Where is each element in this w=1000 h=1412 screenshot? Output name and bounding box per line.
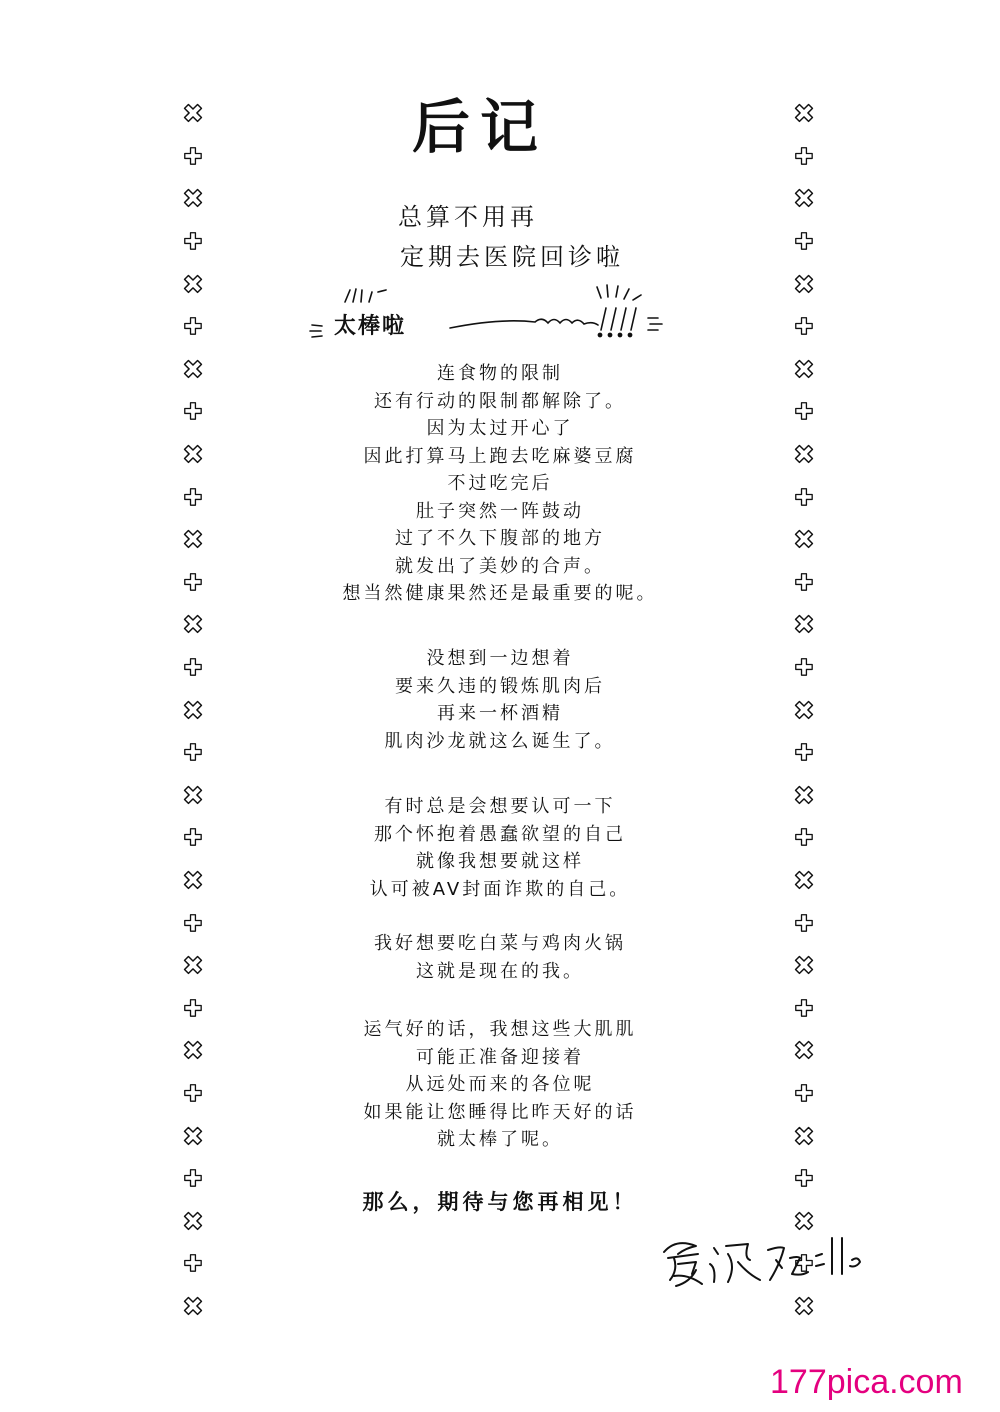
paragraph-line: 不过吃完后	[447, 473, 553, 494]
paragraph-line: 还有行动的限制都解除了。	[374, 390, 626, 412]
paragraph-2	[260, 645, 740, 755]
cross-x-icon	[175, 177, 211, 220]
cross-x-icon	[786, 688, 822, 731]
cross-plus-icon	[786, 135, 822, 178]
left-border-decoration	[175, 92, 211, 1327]
paragraph-line: 过了不久下腹部的地方	[395, 528, 605, 549]
cross-x-icon	[175, 1029, 211, 1072]
cross-plus-icon	[786, 1072, 822, 1115]
cross-plus-icon	[175, 1157, 211, 1200]
cross-plus-icon	[175, 816, 211, 859]
watermark-text: 177pica.com	[770, 1363, 963, 1401]
cross-x-icon	[786, 92, 822, 135]
paragraph-line: 认可被AV封面诈欺的自己。	[369, 878, 631, 900]
cross-plus-icon	[175, 986, 211, 1029]
cross-x-icon	[786, 177, 822, 220]
handwritten-signature	[656, 1224, 886, 1290]
paragraph-line: 就发出了美妙的合声。	[395, 555, 605, 577]
cross-x-icon	[786, 262, 822, 305]
cross-plus-icon	[786, 305, 822, 348]
cross-x-icon	[786, 518, 822, 561]
cross-x-icon	[175, 518, 211, 561]
cross-plus-icon	[786, 220, 822, 263]
cross-x-icon	[175, 688, 211, 731]
cross-plus-icon	[786, 646, 822, 689]
cross-x-icon	[175, 944, 211, 987]
paragraph-line: 因此打算马上跑去吃麻婆豆腐	[363, 445, 637, 467]
cross-x-icon	[175, 603, 211, 646]
paragraph-line: 有时总是会想要认可一下	[384, 796, 616, 817]
cross-plus-icon	[786, 475, 822, 518]
paragraph-line: 因为太过开心了	[426, 418, 574, 439]
intro-line: 定期去医院回诊啦	[400, 243, 624, 271]
cross-x-icon	[786, 603, 822, 646]
cross-plus-icon	[175, 646, 211, 689]
paragraph-line: 就太棒了呢。	[437, 1129, 563, 1150]
cross-plus-icon	[786, 1157, 822, 1200]
cross-plus-icon	[175, 390, 211, 433]
cross-plus-icon	[786, 986, 822, 1029]
paragraph-line: 我好想要吃白菜与鸡肉火锅	[374, 933, 626, 954]
paragraph-4	[260, 930, 740, 985]
cross-x-icon	[175, 433, 211, 476]
cross-x-icon	[175, 262, 211, 305]
cross-x-icon	[175, 1199, 211, 1242]
cross-plus-icon	[175, 305, 211, 348]
cross-x-icon	[786, 1285, 822, 1328]
cross-plus-icon	[175, 731, 211, 774]
exclaim-text: 太棒啦	[334, 314, 407, 339]
cross-x-icon	[786, 859, 822, 902]
cross-x-icon	[786, 1114, 822, 1157]
cross-plus-icon	[175, 1072, 211, 1115]
cross-x-icon	[786, 348, 822, 391]
paragraph-line: 肌肉沙龙就这么诞生了。	[384, 730, 616, 752]
cross-x-icon	[786, 944, 822, 987]
paragraph-line: 那个怀抱着愚蠢欲望的自己	[374, 823, 626, 845]
paragraph-line: 没想到一边想着	[426, 648, 574, 669]
cross-x-icon	[175, 859, 211, 902]
closing-line: 那么，期待与您再相见！	[362, 1190, 638, 1214]
cross-plus-icon	[175, 901, 211, 944]
cross-plus-icon	[786, 901, 822, 944]
paragraph-line: 运气好的话，我想这些大肌肌	[363, 1019, 637, 1040]
paragraph-line: 从远处而来的各位呢	[405, 1074, 595, 1095]
paragraph-line: 如果能让您睡得比昨天好的话	[363, 1101, 637, 1123]
cross-plus-icon	[175, 135, 211, 178]
intro-line: 总算不用再	[398, 203, 538, 231]
paragraph-line: 肚子突然一阵鼓动	[416, 500, 584, 522]
cross-plus-icon	[786, 731, 822, 774]
cross-plus-icon	[786, 816, 822, 859]
cross-x-icon	[175, 348, 211, 391]
paragraph-line: 这就是现在的我。	[416, 960, 584, 982]
cross-x-icon	[175, 1114, 211, 1157]
cross-plus-icon	[175, 220, 211, 263]
cross-plus-icon	[175, 475, 211, 518]
paragraph-1	[260, 360, 740, 608]
cross-x-icon	[175, 774, 211, 817]
cross-plus-icon	[175, 1242, 211, 1285]
cross-x-icon	[175, 92, 211, 135]
paragraph-line: 就像我想要就这样	[416, 851, 584, 872]
paragraph-line: 想当然健康果然还是最重要的呢。	[342, 583, 658, 604]
cross-x-icon	[786, 1029, 822, 1072]
cross-plus-icon	[786, 561, 822, 604]
cross-x-icon	[786, 433, 822, 476]
paragraph-line: 可能正准备迎接着	[416, 1046, 584, 1068]
cross-plus-icon	[786, 390, 822, 433]
paragraph-3	[260, 793, 740, 903]
paragraph-line: 再来一杯酒精	[437, 703, 563, 724]
cross-x-icon	[786, 774, 822, 817]
cross-x-icon	[175, 1285, 211, 1328]
paragraph-line: 连食物的限制	[437, 363, 563, 384]
paragraph-5	[260, 1016, 740, 1154]
cross-plus-icon	[175, 561, 211, 604]
page-title: 后记	[411, 93, 548, 161]
right-border-decoration	[786, 92, 822, 1327]
paragraph-line: 要来久违的锻炼肌肉后	[395, 675, 605, 697]
